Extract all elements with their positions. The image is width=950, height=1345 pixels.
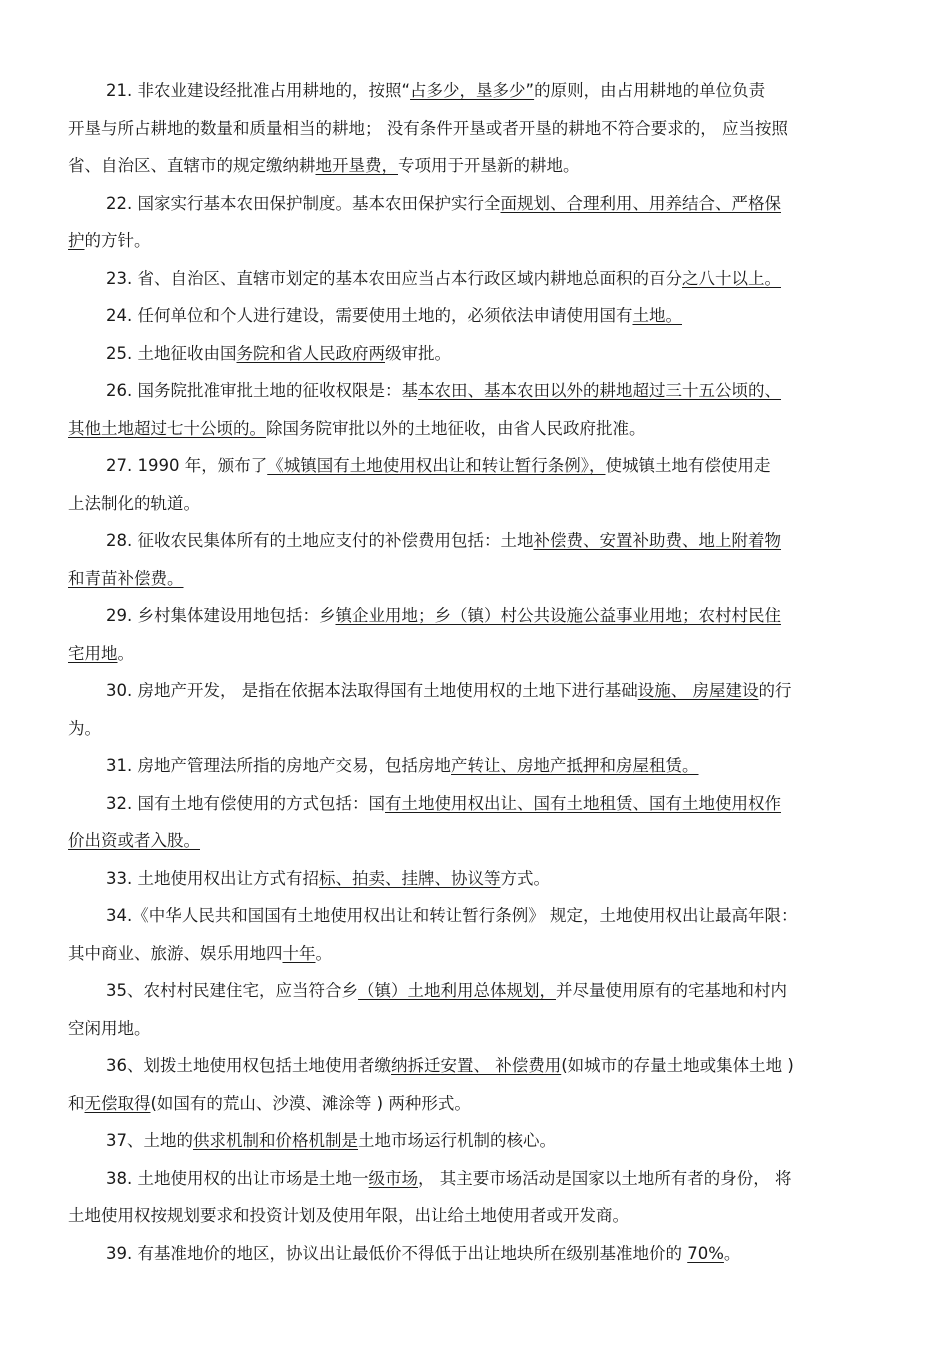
text-segment: 省、自治区、直辖市的规定缴纳耕 (68, 156, 316, 175)
text-segment: 31. 房地产管理法所指的房地产交易，包括房地 (106, 756, 451, 775)
text-line (68, 522, 880, 560)
text-line (68, 597, 880, 635)
text-line (68, 485, 880, 523)
text-line (68, 1010, 880, 1048)
text-segment: 24. 任何单位和个人进行建设，需要使用土地的，必须依法申请使用国有 (106, 306, 633, 325)
question-item (68, 372, 880, 447)
answer-blank: 土地。 (632, 306, 682, 325)
text-segment: 上法制化的轨道。 (68, 493, 200, 513)
text-line (68, 222, 880, 260)
question-item (68, 897, 880, 972)
answer-blank: 十年 (282, 943, 316, 963)
text-line (68, 860, 880, 898)
text-line (68, 410, 880, 448)
text-line (68, 297, 880, 335)
text-segment: 30. 房地产开发， 是指在依据本法取得国有土地使用权的土地下进行基础 (106, 681, 638, 700)
text-line (68, 1197, 880, 1235)
question-item (68, 72, 880, 185)
text-line (68, 1160, 880, 1198)
answer-blank: 地开垦费， (315, 156, 398, 175)
question-item (68, 597, 880, 672)
text-segment: 21. 非农业建设经批准占用耕地的，按照“ (106, 81, 411, 100)
question-item (68, 1047, 880, 1122)
text-segment: 土地市场运行机制的核心。 (358, 1131, 556, 1150)
text-line (68, 110, 880, 148)
text-line (68, 1047, 880, 1085)
text-segment: 开垦与所占耕地的数量和质量相当的耕地； 没有条件开垦或者开垦的耕地不符合要求的， 应当按照 (68, 118, 788, 138)
text-segment: 其中商业、旅游、娱乐用地四 (68, 943, 283, 963)
answer-blank: 和青苗补偿费。 (68, 568, 184, 588)
text-segment: 土地使用权按规划要求和投资计划及使用年限，出让给土地使用者或开发商。 (68, 1206, 629, 1225)
text-line (68, 1085, 880, 1123)
answer-blank: 务院和省人民政府两 (236, 343, 385, 363)
text-segment: 32. 国有土地有偿使用的方式包括：国 (106, 793, 385, 813)
answer-blank: 产转让、房地产抵押和房屋租赁。 (451, 756, 699, 775)
text-segment: 28. 征收农民集体所有的土地应支付的补偿费用包括：土地 (106, 531, 534, 550)
question-item (68, 260, 880, 298)
text-segment: (如国有的荒山、沙漠、滩涂等 ) 两种形式。 (150, 1093, 471, 1113)
text-segment: 38. 土地使用权的出让市场是土地一 (106, 1168, 369, 1188)
text-segment: 空闲用地。 (68, 1018, 151, 1038)
text-segment: (如城市的存量土地或集体土地 ) (561, 1056, 794, 1075)
text-line (68, 260, 880, 298)
text-segment: 34.《中华人民共和国国有土地使用权出让和转让暂行条例》 规定，土地使用权出让最高年限： (106, 906, 798, 925)
answer-blank: 有土地使用权出让、国有土地租赁、国有土地使用权作 (385, 793, 781, 813)
answer-blank: 本农田、基本农田以外的耕地超过三十五公顷的、 (418, 381, 781, 400)
question-item (68, 1122, 880, 1160)
text-segment: 除国务院审批以外的土地征收，由省人民政府批准。 (266, 418, 646, 438)
answer-blank: 无偿取得 (84, 1093, 151, 1113)
answer-blank: 宅用地 (68, 643, 118, 663)
answer-blank: 纳拆迁安置、 补偿费用 (391, 1056, 562, 1075)
answer-blank: 《城镇国有土地使用权出让和转让暂行条例》， (267, 456, 606, 475)
text-segment: 39. 有基准地价的地区，协议出让最低价不得低于出让地块所在级别基准地价的 (106, 1243, 688, 1263)
question-item (68, 972, 880, 1047)
text-line (68, 335, 880, 373)
text-segment: 专项用于开垦新的耕地。 (398, 156, 580, 175)
question-list (68, 72, 880, 1272)
text-line (68, 710, 880, 748)
question-item (68, 1235, 880, 1273)
text-segment: 27. 1990 年，颁布了 (106, 456, 268, 475)
text-segment: 。 (117, 643, 134, 663)
question-item (68, 297, 880, 335)
text-line (68, 897, 880, 935)
question-item (68, 672, 880, 747)
text-line (68, 935, 880, 973)
question-item (68, 785, 880, 860)
text-line (68, 672, 880, 710)
text-line (68, 635, 880, 673)
text-line (68, 747, 880, 785)
text-line (68, 560, 880, 598)
text-segment: 。 (315, 943, 332, 963)
answer-blank: （镇）土地利用总体规划， (358, 981, 556, 1000)
text-segment: 37、土地的 (106, 1131, 193, 1150)
text-segment: 29. 乡村集体建设用地包括：乡 (106, 606, 336, 625)
text-line (68, 372, 880, 410)
text-segment: 25. 土地征收由国 (106, 343, 237, 363)
text-segment: 。 (723, 1243, 741, 1263)
text-segment: 的原则，由占用耕地的单位负责 (534, 81, 766, 100)
text-line (68, 1122, 880, 1160)
text-segment: 的行 (758, 681, 792, 700)
text-segment: 22. 国家实行基本农田保护制度。基本农田保护实行全 (106, 193, 501, 213)
answer-blank: 占多少，垦多少” (410, 81, 535, 100)
answer-blank: 镇企业用地；乡（镇）村公共设施公益事业用地；农村村民住 (335, 606, 781, 625)
text-segment: 为。 (68, 718, 101, 738)
answer-blank: 其他土地超过七十公顷的。 (68, 418, 266, 438)
answer-blank: 之八十以上。 (682, 268, 781, 288)
text-segment: 35、农村村民建住宅，应当符合乡 (106, 981, 358, 1000)
question-item (68, 185, 880, 260)
answer-blank: 设施、 房屋建设 (637, 681, 759, 700)
text-segment: 和 (68, 1093, 85, 1113)
text-segment: 级审批。 (385, 343, 451, 363)
answer-blank: 标、拍卖、挂牌、协议等 (319, 868, 501, 888)
text-segment: ， 其主要市场活动是国家以土地所有者的身份， 将 (418, 1168, 792, 1188)
text-segment: 26. 国务院批准审批土地的征收权限是：基 (106, 381, 418, 400)
text-segment: 23. 省、自治区、直辖市划定的基本农田应当占本行政区域内耕地总面积的百分 (106, 268, 682, 288)
answer-blank: 70% (687, 1243, 724, 1263)
answer-blank: 级市场 (368, 1168, 418, 1188)
text-segment: 33. 土地使用权出让方式有招 (106, 868, 319, 888)
text-line (68, 972, 880, 1010)
text-segment: 方式。 (500, 868, 550, 888)
text-segment: 的方针。 (84, 231, 151, 250)
answer-blank: 补偿费、安置补助费、地上附着物 (533, 531, 781, 550)
text-line (68, 147, 880, 185)
question-item (68, 447, 880, 522)
text-line (68, 1235, 880, 1273)
question-item (68, 335, 880, 373)
text-line (68, 822, 880, 860)
text-line (68, 447, 880, 485)
answer-blank: 面规划、合理利用、用养结合、严格保 (500, 193, 781, 213)
text-segment: 并尽量使用原有的宅基地和村内 (556, 981, 787, 1000)
text-segment: 使城镇土地有偿使用走 (605, 456, 771, 475)
text-line (68, 185, 880, 223)
answer-blank: 供求机制和价格机制是 (193, 1131, 358, 1150)
text-line (68, 785, 880, 823)
answer-blank: 护 (68, 231, 85, 250)
question-item (68, 522, 880, 597)
text-segment: 36、划拨土地使用权包括土地使用者缴 (106, 1056, 391, 1075)
text-line (68, 72, 880, 110)
question-item (68, 747, 880, 785)
answer-blank: 价出资或者入股。 (68, 831, 200, 850)
question-item (68, 860, 880, 898)
question-item (68, 1160, 880, 1235)
